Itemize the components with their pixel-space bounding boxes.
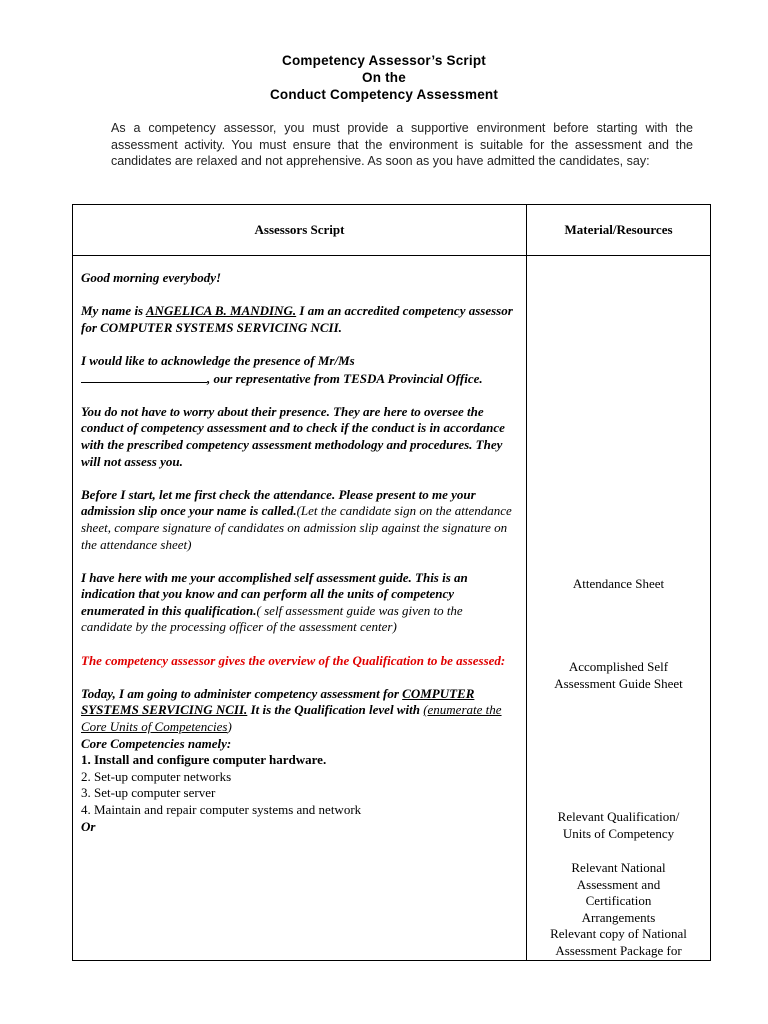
core-item-4: 4. Maintain and repair computer systems and network xyxy=(81,802,362,817)
acknowledge-paragraph: I would like to acknowledge the presence of Mr/Ms , our representative from TESDA Provincial Office. xyxy=(81,352,483,386)
enumerate-note: (enumerate the Core Units of Competencies xyxy=(81,702,502,735)
header-material-resources: Material/Resources xyxy=(527,205,711,256)
or-text: Or xyxy=(81,818,96,834)
script-cell xyxy=(73,256,527,961)
resources-cell xyxy=(527,256,711,961)
introduction-paragraph: My name is ANGELICA B. MANDING. I am an accredited competency assessor for COMPUTER SYSTEMS SERVICING NCII. xyxy=(81,303,513,335)
assessor-name: ANGELICA B. MANDING. xyxy=(145,303,297,319)
overview-instruction: The competency assessor gives the overview of the Qualification to be assessed: xyxy=(81,652,506,668)
doc-title-line-3: Conduct Competency Assessment xyxy=(269,87,499,102)
header-assessors-script: Assessors Script xyxy=(73,205,527,256)
intro-paragraph: As a competency assessor, you must provide a supportive environment before starting with the assessment activity. You must ensure that the environment is suitable for the assessment and the candidates are relaxed and not apprehensive. As soon as you have admitted the candidates, say: xyxy=(111,121,693,169)
attendance-note: (Let the candidate sign on the attendance sheet, compare signature of candidates on admission slip against the signature on the attendance sheet) xyxy=(81,503,512,552)
greeting-text: Good morning everybody! xyxy=(81,270,222,285)
resource-qualification: Relevant Qualification/ Units of Competency xyxy=(557,809,680,841)
script-table xyxy=(72,204,711,961)
resource-attendance-sheet: Attendance Sheet xyxy=(572,576,665,591)
resource-assessment-package: Relevant copy of National xyxy=(550,926,687,942)
core-item-2: 2. Set-up computer networks xyxy=(81,768,232,784)
resource-national-assessment: Relevant National Assessment and Certification Arrangements Relevant copy of National Assessment Package for xyxy=(550,860,687,958)
core-item-1: 1. Install and configure computer hardware. xyxy=(81,752,327,768)
attendance-paragraph: Before I start, let me first check the attendance. Please present to me your admission slip once your name is called.(Let the candidate sign on the attendance sheet, compare signature of candidates on admission slip against the signature on the attendance sheet) xyxy=(81,486,512,552)
qualification-block: Today, I am going to administer competency assessment for COMPUTER SYSTEMS SERVICING NCII. It is the Qualification level with (enumerate the Core Units of Competencies) Core Competencies namely: 1. Install and configure computer hardware. 2. Set-up computer networks 3. Set-up computer server 4. Maintain and repair computer systems and network Or xyxy=(81,685,502,834)
self-assessment-paragraph: I have here with me your accomplished self assessment guide. This is an indication that you know and can perform all the units of competency enumerated in this qualification.( self assessment guide was given to the candidate by the processing officer of the assessment center) xyxy=(81,569,468,635)
core-competencies-label: Core Competencies namely: xyxy=(81,735,232,751)
qualification-name: COMPUTER SYSTEMS SERVICING NCII. xyxy=(81,685,475,718)
self-assessment-note: ( self assessment guide was given to the candidate by the processing officer of the assessment center) xyxy=(81,602,463,635)
resource-self-guide: Accomplished Self Assessment Guide Sheet xyxy=(554,659,683,691)
core-item-3: 3. Set-up computer server xyxy=(81,785,216,801)
worry-paragraph: You do not have to worry about their presence. They are here to oversee the conduct of competency assessment and to check if the conduct is in accordance with the prescribed competency assessment methodology and procedures. They will not assess you. xyxy=(81,403,505,469)
representative-name-blank xyxy=(81,370,207,383)
doc-title-line-1: Competency Assessor’s Script xyxy=(282,53,486,68)
doc-title-line-2: On the xyxy=(362,70,406,85)
